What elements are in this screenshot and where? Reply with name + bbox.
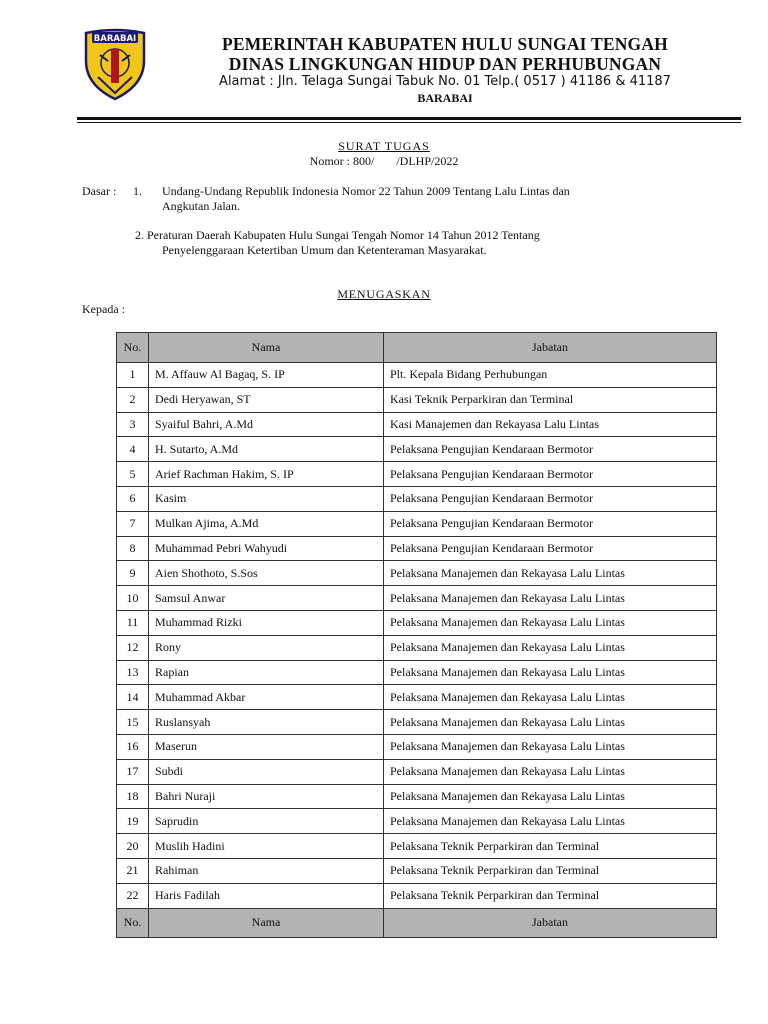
- table-row: [117, 511, 717, 536]
- row-position: Pelaksana Manajemen dan Rekayasa Lalu Lintas: [384, 809, 717, 834]
- government-name: PEMERINTAH KABUPATEN HULU SUNGAI TENGAH: [222, 34, 668, 54]
- row-position: Pelaksana Pengujian Kendaraan Bermotor: [384, 536, 717, 561]
- table-row: [117, 536, 717, 561]
- table-header-row: [117, 333, 717, 363]
- row-name: Ruslansyah: [149, 710, 384, 735]
- table-row: [117, 660, 717, 685]
- row-name: Dedi Heryawan, ST: [149, 387, 384, 412]
- footer-jabatan: Jabatan: [384, 908, 717, 937]
- letter-number: Nomor : 800/ /DLHP/2022: [309, 154, 459, 168]
- row-number: 19: [117, 809, 149, 834]
- row-position: Pelaksana Manajemen dan Rekayasa Lalu Lintas: [384, 710, 717, 735]
- row-name: H. Sutarto, A.Md: [149, 437, 384, 462]
- table-row: [117, 759, 717, 784]
- row-position: Pelaksana Manajemen dan Rekayasa Lalu Lintas: [384, 610, 717, 635]
- table-row: [117, 809, 717, 834]
- footer-no: No.: [117, 908, 149, 937]
- table-row: [117, 412, 717, 437]
- table-row: [117, 784, 717, 809]
- row-number: 10: [117, 586, 149, 611]
- row-position: Pelaksana Manajemen dan Rekayasa Lalu Lintas: [384, 635, 717, 660]
- row-name: Mulkan Ajima, A.Md: [149, 511, 384, 536]
- row-name: M. Affauw Al Bagaq, S. IP: [149, 363, 384, 388]
- dasar-label: Dasar :: [82, 184, 117, 198]
- row-name: Muhammad Pebri Wahyudi: [149, 536, 384, 561]
- dasar-item-1-number: 1.: [133, 184, 142, 198]
- agency-name: DINAS LINGKUNGAN HIDUP DAN PERHUBUNGAN: [228, 54, 662, 74]
- row-name: Saprudin: [149, 809, 384, 834]
- row-number: 11: [117, 610, 149, 635]
- row-number: 4: [117, 437, 149, 462]
- row-name: Aien Shothoto, S.Sos: [149, 561, 384, 586]
- table-row: [117, 586, 717, 611]
- row-number: 14: [117, 685, 149, 710]
- row-name: Bahri Nuraji: [149, 784, 384, 809]
- table-row: [117, 437, 717, 462]
- dasar-item-1: Undang-Undang Republik Indonesia Nomor 22 Tahun 2009 Tentang Lalu Lintas dan Angkutan Jalan.: [162, 184, 570, 213]
- row-name: Rahiman: [149, 858, 384, 883]
- row-number: 7: [117, 511, 149, 536]
- agency-city: BARABAI: [417, 91, 473, 105]
- table-row: [117, 387, 717, 412]
- table-footer-row: [117, 908, 717, 937]
- row-position: Pelaksana Teknik Perparkiran dan Terminal: [384, 883, 717, 908]
- row-position: Pelaksana Pengujian Kendaraan Bermotor: [384, 437, 717, 462]
- header-no: No.: [117, 333, 149, 363]
- table-row: [117, 486, 717, 511]
- regency-emblem-icon: [78, 27, 152, 101]
- row-name: Rony: [149, 635, 384, 660]
- table-row: [117, 635, 717, 660]
- row-number: 6: [117, 486, 149, 511]
- row-name: Samsul Anwar: [149, 586, 384, 611]
- kepada-label: Kepada :: [82, 302, 125, 316]
- table-row: [117, 685, 717, 710]
- table-row: [117, 710, 717, 735]
- row-name: Muhammad Rizki: [149, 610, 384, 635]
- row-name: Muslih Hadini: [149, 834, 384, 859]
- row-position: Pelaksana Manajemen dan Rekayasa Lalu Lintas: [384, 586, 717, 611]
- table-row: [117, 610, 717, 635]
- row-number: 20: [117, 834, 149, 859]
- row-number: 5: [117, 462, 149, 487]
- row-number: 16: [117, 734, 149, 759]
- row-position: Pelaksana Manajemen dan Rekayasa Lalu Lintas: [384, 561, 717, 586]
- row-name: Rapian: [149, 660, 384, 685]
- row-number: 22: [117, 883, 149, 908]
- row-number: 1: [117, 363, 149, 388]
- row-position: Pelaksana Teknik Perparkiran dan Terminal: [384, 858, 717, 883]
- table-row: [117, 883, 717, 908]
- assignee-table: [116, 332, 717, 938]
- row-position: Pelaksana Manajemen dan Rekayasa Lalu Lintas: [384, 734, 717, 759]
- row-number: 3: [117, 412, 149, 437]
- row-name: Kasim: [149, 486, 384, 511]
- dasar-item-2: 2. Peraturan Daerah Kabupaten Hulu Sungai Tengah Nomor 14 Tahun 2012 Tentang Penyelenggaraan Ketertiban Umum dan Ketenteraman Masyarakat.: [135, 228, 540, 257]
- row-name: Subdi: [149, 759, 384, 784]
- row-name: Maserun: [149, 734, 384, 759]
- row-name: Muhammad Akbar: [149, 685, 384, 710]
- table-row: [117, 858, 717, 883]
- row-position: Pelaksana Manajemen dan Rekayasa Lalu Lintas: [384, 784, 717, 809]
- row-position: Pelaksana Teknik Perparkiran dan Terminal: [384, 834, 717, 859]
- row-number: 13: [117, 660, 149, 685]
- row-position: Pelaksana Pengujian Kendaraan Bermotor: [384, 511, 717, 536]
- table-row: [117, 363, 717, 388]
- row-number: 21: [117, 858, 149, 883]
- menugaskan-heading: MENUGASKAN: [337, 287, 431, 301]
- footer-nama: Nama: [149, 908, 384, 937]
- row-number: 12: [117, 635, 149, 660]
- row-number: 8: [117, 536, 149, 561]
- row-number: 15: [117, 710, 149, 735]
- header-nama: Nama: [149, 333, 384, 363]
- row-position: Pelaksana Manajemen dan Rekayasa Lalu Lintas: [384, 759, 717, 784]
- row-position: Pelaksana Pengujian Kendaraan Bermotor: [384, 486, 717, 511]
- row-position: Kasi Manajemen dan Rekayasa Lalu Lintas: [384, 412, 717, 437]
- header-divider-thin: [77, 122, 741, 123]
- agency-address: Alamat : Jln. Telaga Sungai Tabuk No. 01 Telp.( 0517 ) 41186 & 41187: [219, 74, 671, 89]
- emblem-label: BARABAI: [93, 34, 137, 44]
- row-name: Syaiful Bahri, A.Md: [149, 412, 384, 437]
- table-row: [117, 462, 717, 487]
- header-divider-thick: [77, 117, 741, 120]
- row-position: Kasi Teknik Perparkiran dan Terminal: [384, 387, 717, 412]
- row-number: 2: [117, 387, 149, 412]
- table-row: [117, 734, 717, 759]
- row-number: 18: [117, 784, 149, 809]
- row-position: Plt. Kepala Bidang Perhubungan: [384, 363, 717, 388]
- table-row: [117, 834, 717, 859]
- row-position: Pelaksana Manajemen dan Rekayasa Lalu Lintas: [384, 660, 717, 685]
- row-number: 9: [117, 561, 149, 586]
- table-row: [117, 561, 717, 586]
- row-name: Arief Rachman Hakim, S. IP: [149, 462, 384, 487]
- header-jabatan: Jabatan: [384, 333, 717, 363]
- letter-title: SURAT TUGAS: [338, 139, 430, 153]
- row-name: Haris Fadilah: [149, 883, 384, 908]
- row-position: Pelaksana Pengujian Kendaraan Bermotor: [384, 462, 717, 487]
- row-number: 17: [117, 759, 149, 784]
- row-position: Pelaksana Manajemen dan Rekayasa Lalu Lintas: [384, 685, 717, 710]
